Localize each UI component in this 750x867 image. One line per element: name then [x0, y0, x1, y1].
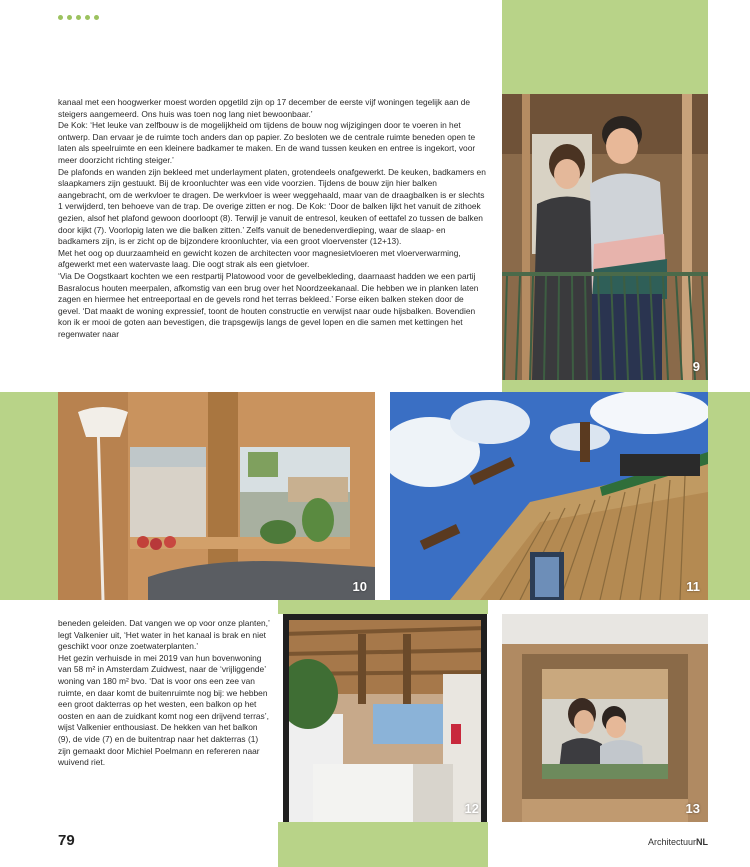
article-body-bottom: [58, 618, 270, 769]
article-body-main: [58, 97, 486, 340]
paragraph: Het gezin verhuisde in mei 2019 van hun bovenwoning van 58 m² in Amsterdam Zuidwest, naar de ‘vrijliggende’ woning van 180 m² bvo. ‘Dat is voor ons een zee van ruimte, en daar komt de buitenruimte nog bij: we hebben een groot dakterras op het westen, een balkon op het oosten en aan de zuidkant komt nog een drijvend terras’, wijst Valkenier enthousiast. De hekken van het balkon (9), de vide (7) en de buitentrap naar het dakterras (1) zijn gemaakt door Michiel Poelmann en refereren naar wuivend riet.: [58, 652, 269, 768]
photo-number: 10: [352, 579, 367, 594]
paragraph: De plafonds en wanden zijn bekleed met underlayment platen, grotendeels onafgewerkt. De keuken, badkamers en slaapkamers zijn gestuukt. Bij de kroonluchter was een vide voorzien. Tijdens de bouw zijn hier balken aangebracht, om de werkvloer te dragen. De werkvloer is weer weggehaald, maar van de draagbalken is er slechts 1 verwijderd, ten behoeve van de trap. De overige zitten er nog. De Kok: ‘Door de balken lijkt het vanuit de zithoek gezien, alsof het plafond gewoon doorloopt (8). Terwijl je vanuit de entresol, keuken of eettafel zo tussen de balken door kijkt (7). Voorlopig laten we die balken zitten.’ Zelfs vanuit de benedenverdieping, waar de slaap- en badkamers zijn, is er zicht op de bijzondere kroonluchter, via een groot vloervenster (12+13).: [58, 166, 486, 247]
photo-10-window-seat-interior: [58, 392, 375, 600]
accent-band-mid-right: [502, 380, 708, 392]
accent-band-bottom: [278, 822, 488, 867]
paragraph: ‘Via De Oogstkaart kochten we een restpartij Platowood voor de gevelbekleding, daarnaast hadden we een partij Basralocus houten meerpalen, afkomstig van een brug over het Noordzeekanaal. Die hebben we in planken laten zagen en hiermee het entreeportaal en de gevels rond het terras bekleed.’ Forse eiken balken steken door de gevel. ‘Dat maakt de woning expressief, toont de houten constructie en verwijst naar oude hijsbalken. Bovendien kon ik er mooi de goten aan bevestigen, die trapsgewijs langs de gevel lopen en die samen met kettingen het regenwater naar: [58, 270, 479, 339]
photo-11-timber-facade-sky: [390, 392, 708, 600]
accent-band-top-right: [502, 0, 708, 94]
photo-9-couple-on-balcony: [502, 94, 708, 380]
paragraph: beneden geleiden. Dat vangen we op voor onze planten,’ legt Valkenier uit, ‘Het water in het kanaal is brak en niet geschikt voor onze zoetwaterplanten.’: [58, 618, 270, 652]
accent-band-left-middle: [0, 392, 58, 600]
brand-bold: NL: [696, 837, 708, 847]
photo-number: 9: [692, 359, 700, 374]
decorative-dots: [58, 15, 99, 20]
paragraph: Met het oog op duurzaamheid en gewicht kozen de architecten voor magnesietvloeren met vloerverwarming, afgewerkt met een watervaste laag. Die oogt strak als een gietvloer.: [58, 247, 461, 270]
photo-number: 11: [686, 579, 700, 594]
magazine-brand: [648, 837, 708, 847]
paragraph: De Kok: ‘Het leuke van zelfbouw is de mogelijkheid om tijdens de bouw nog wijzigingen door te voeren in het ontwerp. Dan ervaar je de ruimte toch anders dan op papier. Zo besloten we de centrale ruimte beneden open te laten als speelruimte en een kleinere badkamer te maken. En de wand tussen keuken en entree is ingekort, voor meer doorzicht richting steiger.’: [58, 120, 476, 165]
photo-number: 13: [685, 801, 700, 816]
photo-number: 12: [464, 801, 479, 816]
page-number: 79: [58, 832, 75, 849]
brand-regular: Architectuur: [647, 837, 696, 847]
accent-band-right-middle: [708, 392, 750, 600]
paragraph: kanaal met een hoogwerker moest worden opgetild zijn op 17 december de eerste vijf woningen tegelijk aan de steigers aangemeerd. Ons huis was toen nog lang niet bewoonbaar.’: [58, 97, 471, 119]
photo-13-floor-window-view: [502, 614, 708, 822]
photo-12-living-room-beams: [283, 614, 487, 822]
accent-band-center: [278, 600, 488, 614]
